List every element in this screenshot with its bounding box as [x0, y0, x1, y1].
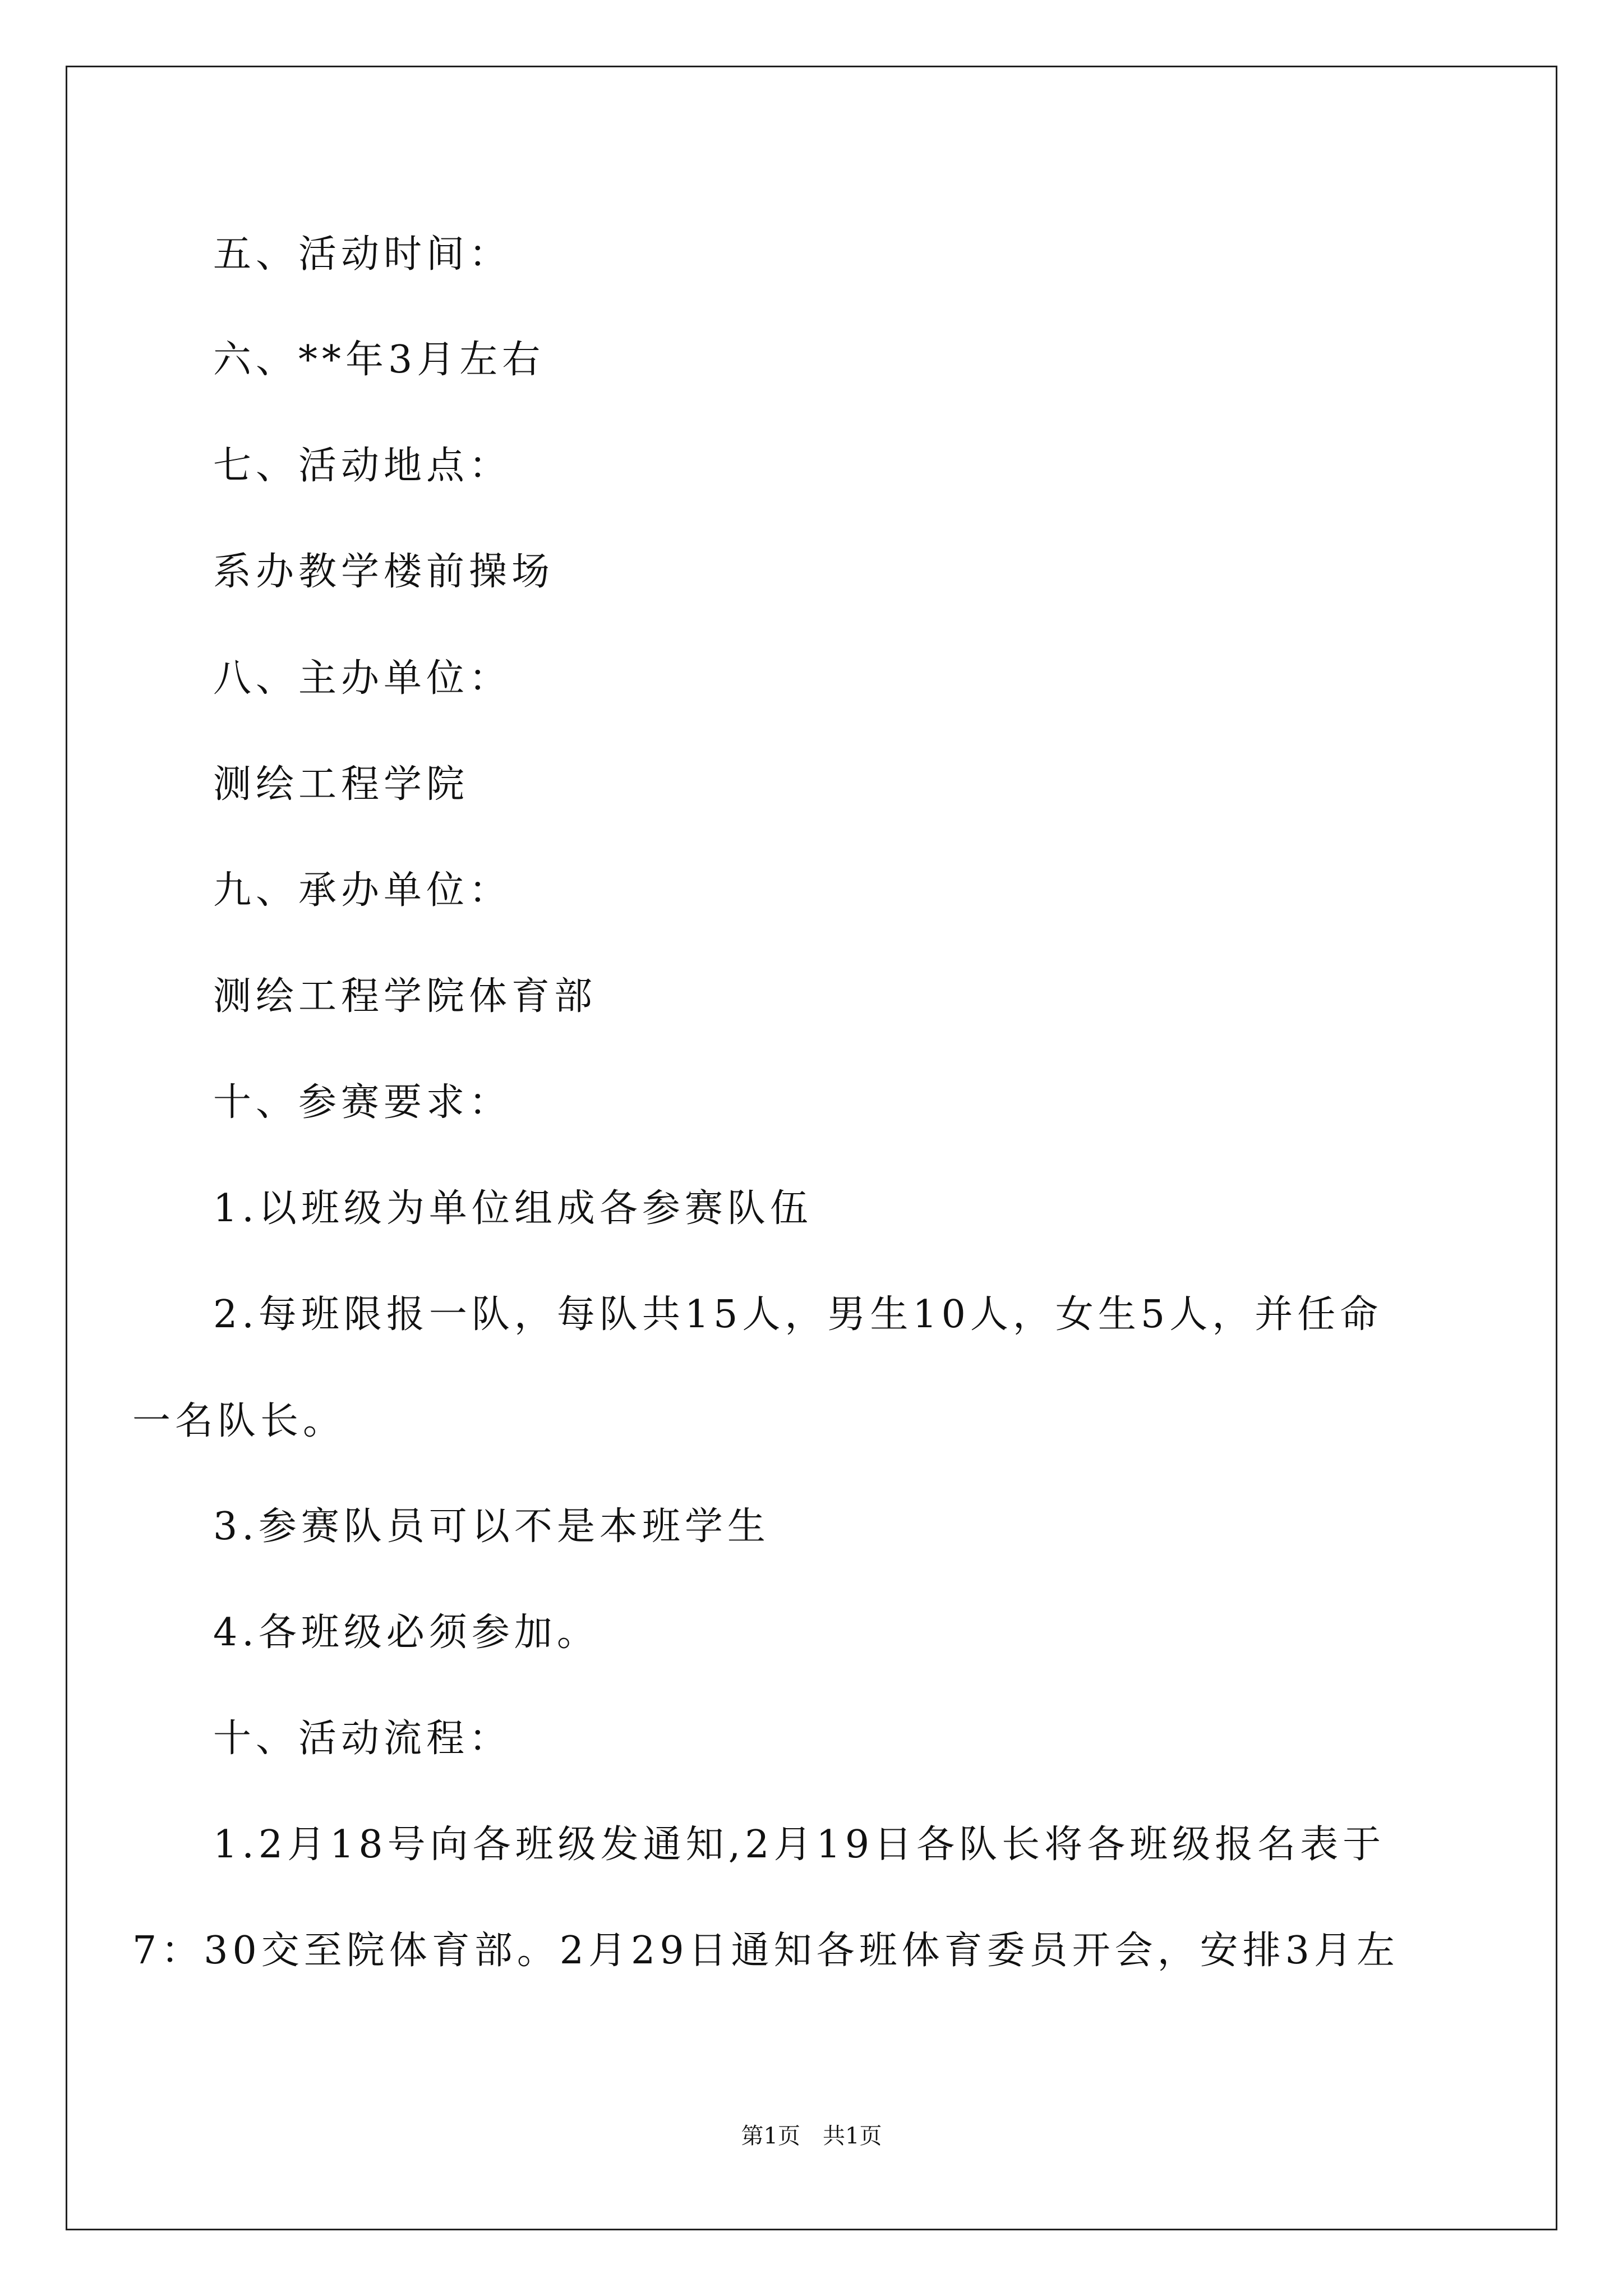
text-line: 六、**年3月左右: [213, 338, 545, 382]
text-line: 7：30交至院体育部。2月29日通知各班体育委员开会，安排3月左: [132, 1929, 1399, 1973]
text-line: 系办教学楼前操场: [213, 550, 555, 594]
text-line: 1.以班级为单位组成各参赛队伍: [213, 1186, 813, 1231]
page-number-footer: 第1页 共1页: [741, 2123, 882, 2149]
text-line: 十、参赛要求：: [213, 1080, 512, 1125]
text-line: 4.各班级必须参加。: [213, 1611, 600, 1655]
text-line: 五、活动时间：: [213, 232, 512, 277]
text-line: 八、主办单位：: [213, 656, 512, 701]
text-line: 2.每班限报一队，每队共15人，男生10人，女生5人，并任命: [213, 1292, 1383, 1337]
text-line: 测绘工程学院: [213, 762, 469, 807]
text-line: 十、活动流程：: [213, 1717, 512, 1761]
text-line: 七、活动地点：: [213, 444, 512, 488]
text-line: 1.2月18号向各班级发通知,2月19日各队长将各班级报名表于: [213, 1823, 1386, 1867]
text-line: 九、承办单位：: [213, 868, 512, 913]
text-line: 3.参赛队员可以不是本班学生: [213, 1504, 770, 1549]
text-line: 一名队长。: [132, 1399, 346, 1443]
text-line: 测绘工程学院体育部: [213, 974, 597, 1019]
